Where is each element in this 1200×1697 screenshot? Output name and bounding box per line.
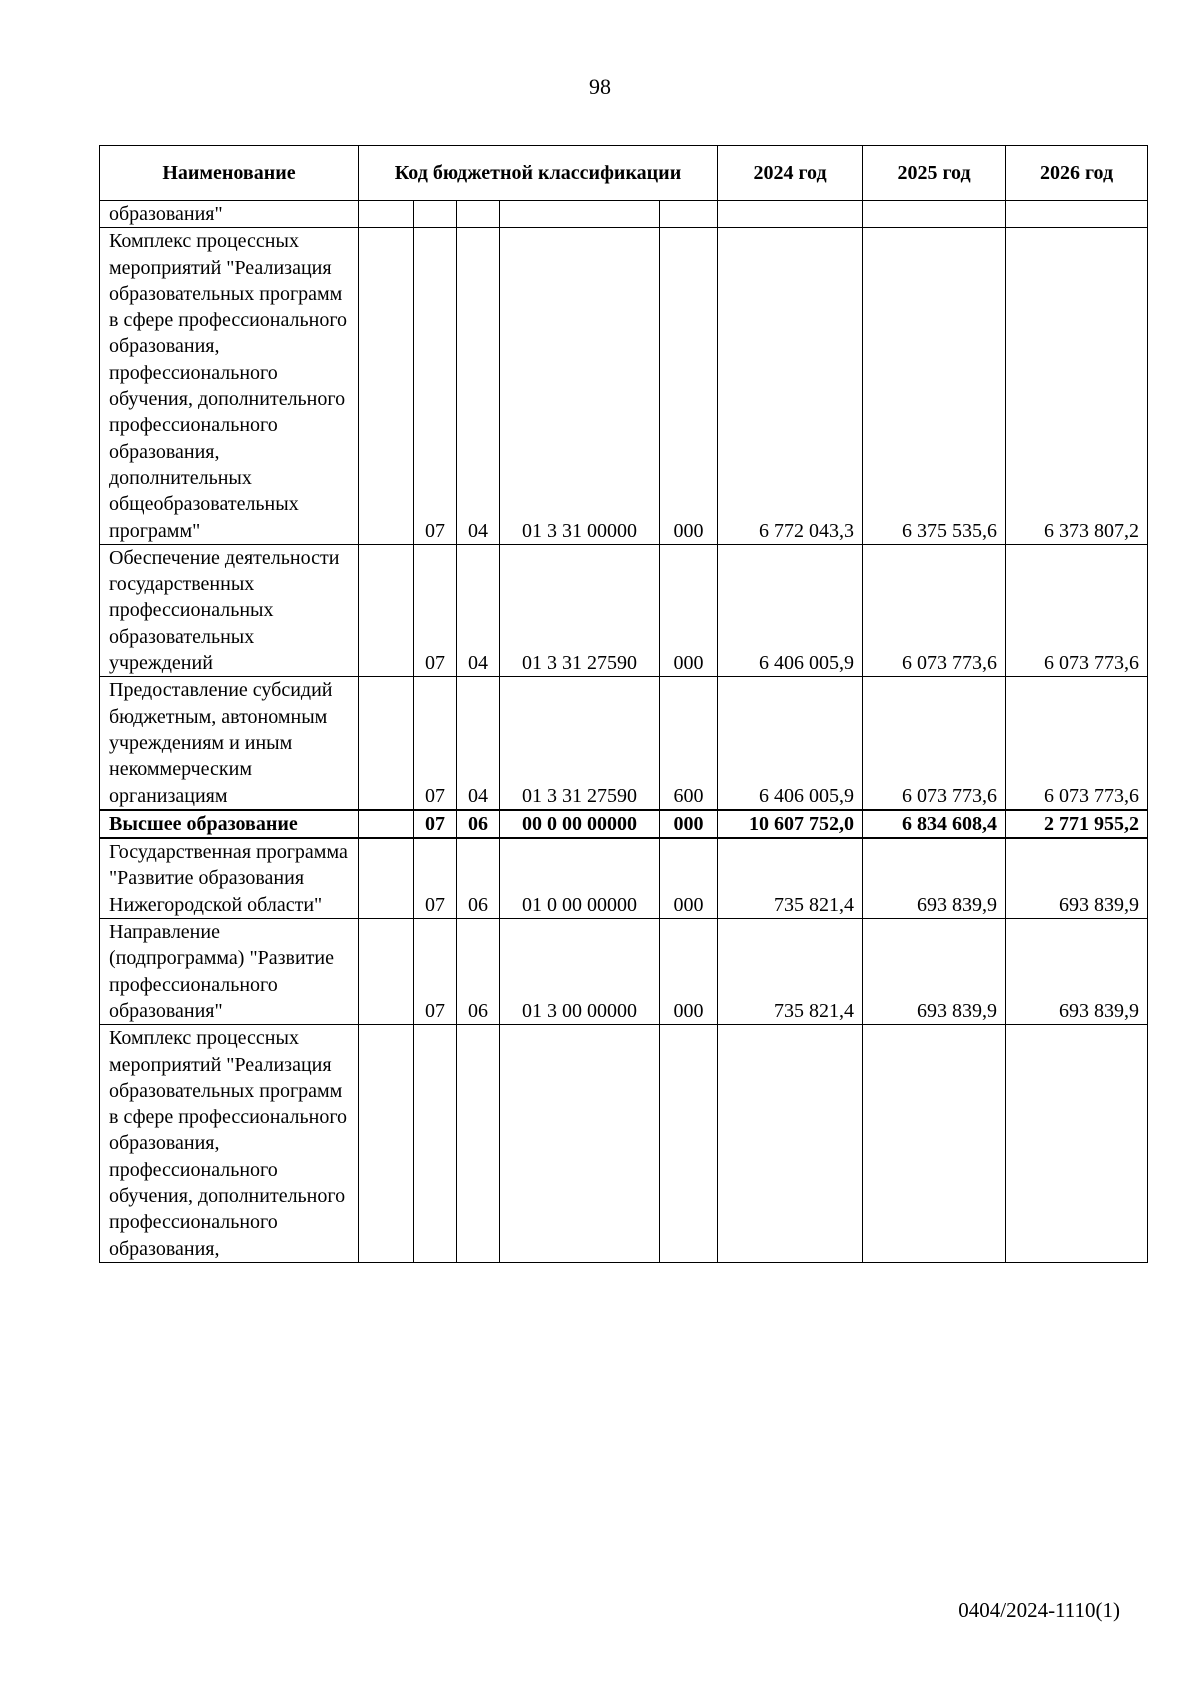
row-target-article (500, 201, 660, 228)
row-value-2025: 6 375 535,6 (863, 228, 1006, 545)
row-expense-type: 000 (660, 838, 718, 918)
table-row (100, 544, 1148, 676)
row-subsection (457, 1025, 500, 1263)
row-value-2025: 6 073 773,6 (863, 544, 1006, 676)
row-section: 07 (414, 228, 457, 545)
header-2026: 2026 год (1006, 146, 1148, 201)
header-code: Код бюджетной классификации (359, 146, 718, 201)
row-section: 07 (414, 810, 457, 838)
row-value-2025: 693 839,9 (863, 838, 1006, 918)
row-subsection: 04 (457, 544, 500, 676)
header-name: Наименование (100, 146, 359, 201)
row-target-article: 01 3 31 00000 (500, 228, 660, 545)
budget-table (99, 145, 1148, 1263)
row-subsection: 06 (457, 919, 500, 1025)
row-name: образования" (100, 201, 359, 228)
table-row (100, 201, 1148, 228)
row-expense-type: 000 (660, 228, 718, 545)
row-section: 07 (414, 919, 457, 1025)
row-expense-type: 600 (660, 677, 718, 810)
row-name: Высшее образование (100, 810, 359, 838)
row-name: Предоставление субсидий бюджетным, автономным учреждениям и иным некоммерческим организациям (100, 677, 359, 810)
row-value-2024 (718, 201, 863, 228)
row-value-2024: 6 406 005,9 (718, 544, 863, 676)
row-section: 07 (414, 838, 457, 918)
row-value-2026 (1006, 201, 1148, 228)
row-spacer (359, 201, 414, 228)
document-reference-number: 0404/2024-1110(1) (958, 1598, 1120, 1622)
row-target-article: 01 3 31 27590 (500, 677, 660, 810)
row-spacer (359, 1025, 414, 1263)
page-number: 98 (589, 74, 611, 99)
row-target-article: 00 0 00 00000 (500, 810, 660, 838)
row-expense-type: 000 (660, 810, 718, 838)
table-row (100, 838, 1148, 918)
row-target-article: 01 3 31 27590 (500, 544, 660, 676)
row-subsection: 06 (457, 810, 500, 838)
row-section: 07 (414, 544, 457, 676)
row-subsection: 04 (457, 228, 500, 545)
row-name: Комплекс процессных мероприятий "Реализация образовательных программ в сфере профессионального образования, профессионального обучения, дополнительного профессионального образования, дополнительных общеобразовательных программ" (100, 228, 359, 545)
table-row (100, 677, 1148, 810)
table-row (100, 919, 1148, 1025)
row-expense-type (660, 1025, 718, 1263)
row-section: 07 (414, 677, 457, 810)
row-spacer (359, 919, 414, 1025)
header-2024: 2024 год (718, 146, 863, 201)
row-expense-type (660, 201, 718, 228)
table-row-section-total (100, 810, 1148, 838)
row-target-article: 01 0 00 00000 (500, 838, 660, 918)
table-row (100, 228, 1148, 545)
row-value-2026: 693 839,9 (1006, 919, 1148, 1025)
row-value-2025: 6 073 773,6 (863, 677, 1006, 810)
row-value-2026: 6 373 807,2 (1006, 228, 1148, 545)
row-name: Направление (подпрограмма) "Развитие профессионального образования" (100, 919, 359, 1025)
row-name: Государственная программа "Развитие образования Нижегородской области" (100, 838, 359, 918)
row-value-2025: 6 834 608,4 (863, 810, 1006, 838)
row-target-article (500, 1025, 660, 1263)
row-value-2026: 6 073 773,6 (1006, 544, 1148, 676)
row-section (414, 1025, 457, 1263)
row-subsection (457, 201, 500, 228)
table-row (100, 1025, 1148, 1263)
row-value-2025 (863, 1025, 1006, 1263)
row-value-2024 (718, 1025, 863, 1263)
row-value-2026: 693 839,9 (1006, 838, 1148, 918)
row-section (414, 201, 457, 228)
row-value-2024: 6 772 043,3 (718, 228, 863, 545)
row-spacer (359, 838, 414, 918)
row-spacer (359, 677, 414, 810)
row-expense-type: 000 (660, 919, 718, 1025)
row-spacer (359, 544, 414, 676)
header-2025: 2025 год (863, 146, 1006, 201)
row-value-2025: 693 839,9 (863, 919, 1006, 1025)
row-spacer (359, 810, 414, 838)
row-value-2024: 10 607 752,0 (718, 810, 863, 838)
row-value-2026 (1006, 1025, 1148, 1263)
row-subsection: 04 (457, 677, 500, 810)
row-value-2024: 6 406 005,9 (718, 677, 863, 810)
row-target-article: 01 3 00 00000 (500, 919, 660, 1025)
row-value-2026: 6 073 773,6 (1006, 677, 1148, 810)
row-expense-type: 000 (660, 544, 718, 676)
row-spacer (359, 228, 414, 545)
row-subsection: 06 (457, 838, 500, 918)
row-value-2025 (863, 201, 1006, 228)
row-name: Комплекс процессных мероприятий "Реализация образовательных программ в сфере профессионального образования, профессионального обучения, дополнительного профессионального образования, (100, 1025, 359, 1263)
row-name: Обеспечение деятельности государственных профессиональных образовательных учреждений (100, 544, 359, 676)
row-value-2024: 735 821,4 (718, 919, 863, 1025)
row-value-2026: 2 771 955,2 (1006, 810, 1148, 838)
table-header-row (100, 146, 1148, 201)
row-value-2024: 735 821,4 (718, 838, 863, 918)
